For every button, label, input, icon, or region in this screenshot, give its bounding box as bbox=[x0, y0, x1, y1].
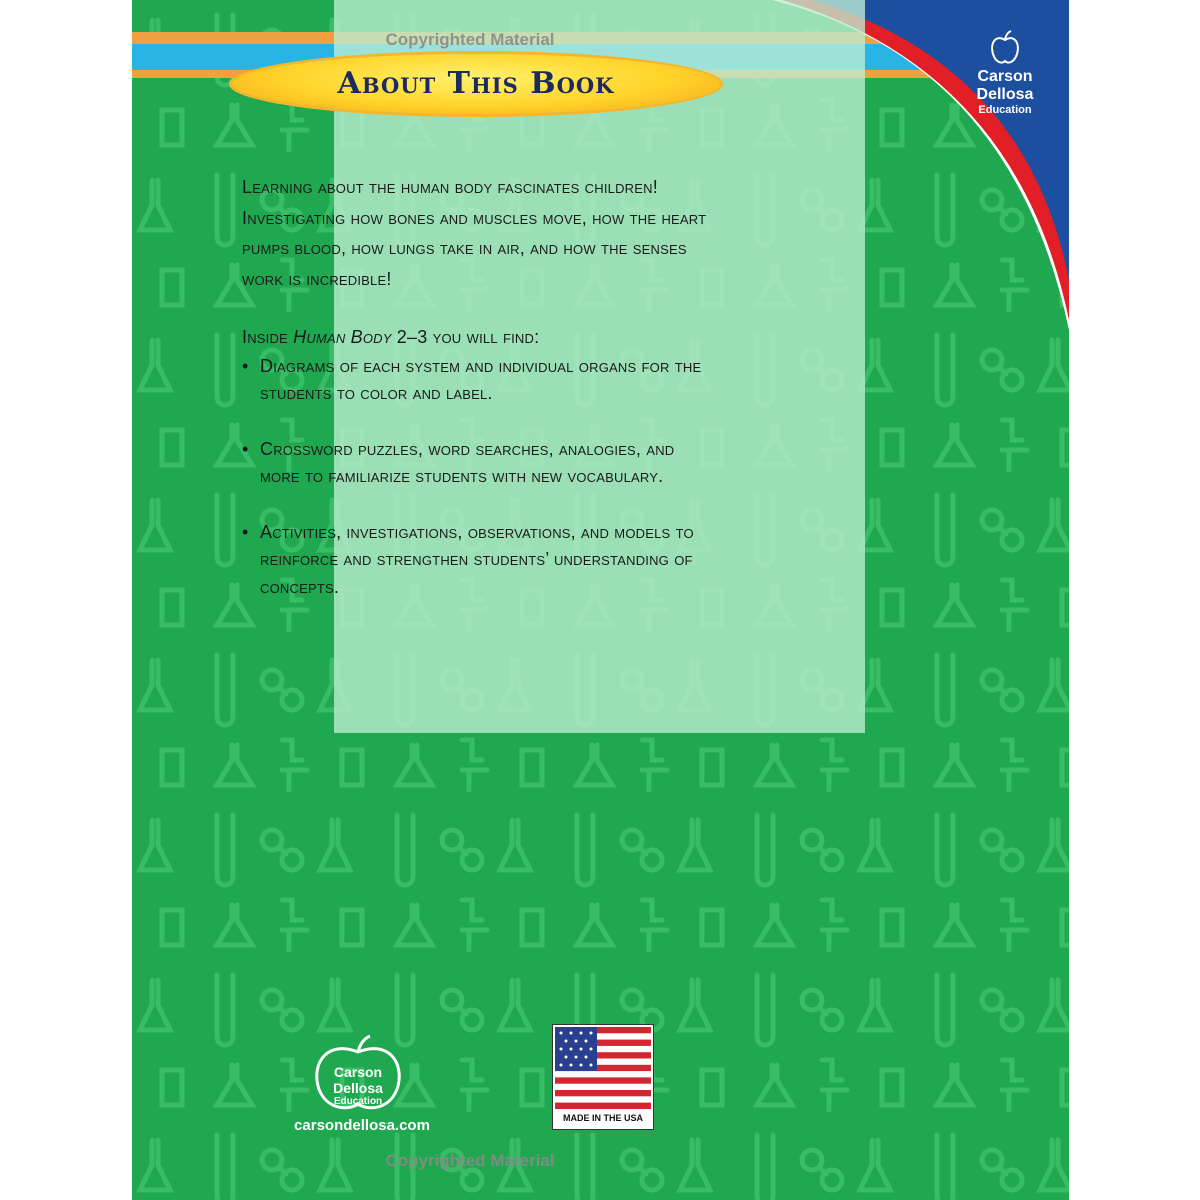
us-flag-icon bbox=[555, 1027, 651, 1109]
copyright-watermark-top: Copyrighted Material bbox=[385, 30, 555, 49]
website-link[interactable]: carsondellosa.com bbox=[294, 1117, 430, 1134]
list-item bbox=[242, 353, 712, 408]
book-title: Human Body bbox=[293, 327, 392, 347]
intro-paragraph: Learning about the human body fascinates children! Investigating how bones and muscles move, how the heart pumps blood, how lungs take in air, and how the senses work is incredible! bbox=[242, 177, 707, 289]
brand-line3: Education bbox=[978, 104, 1032, 116]
brand-line2: Dellosa bbox=[976, 86, 1034, 103]
bullet: • bbox=[242, 355, 249, 376]
bullet: • bbox=[242, 438, 249, 459]
feature-text: Crossword puzzles, word searches, analogies, and more to familiarize students with new vocabulary. bbox=[260, 438, 675, 486]
inside-prefix: Inside bbox=[242, 327, 294, 347]
page-title: About This Book bbox=[337, 66, 615, 101]
feature-text: Diagrams of each system and individual organs for the students to color and label. bbox=[260, 355, 702, 403]
apple-icon bbox=[990, 30, 1020, 66]
brand-line2: Dellosa bbox=[333, 1080, 383, 1096]
brand-line3: Education bbox=[333, 1096, 383, 1107]
made-in-usa-label: MADE IN THE USA bbox=[562, 1113, 643, 1123]
copyright-watermark-bottom: Copyrighted Material bbox=[385, 1151, 555, 1170]
made-in-usa-badge bbox=[552, 1024, 654, 1130]
publisher-logo-top bbox=[950, 28, 1060, 128]
inside-suffix: 2–3 you will find: bbox=[391, 327, 540, 347]
bullet: • bbox=[242, 521, 249, 542]
list-item bbox=[242, 436, 712, 491]
brand-line1: Carson bbox=[977, 68, 1033, 85]
feature-list bbox=[242, 353, 712, 602]
feature-text: Activities, investigations, observations, and models to reinforce and strengthen students’ understanding of concepts. bbox=[260, 521, 694, 597]
list-item bbox=[242, 519, 712, 602]
publisher-logo-bottom bbox=[308, 1030, 408, 1130]
about-text bbox=[242, 172, 712, 629]
inside-heading bbox=[242, 322, 712, 353]
brand-line1: Carson bbox=[333, 1064, 383, 1080]
